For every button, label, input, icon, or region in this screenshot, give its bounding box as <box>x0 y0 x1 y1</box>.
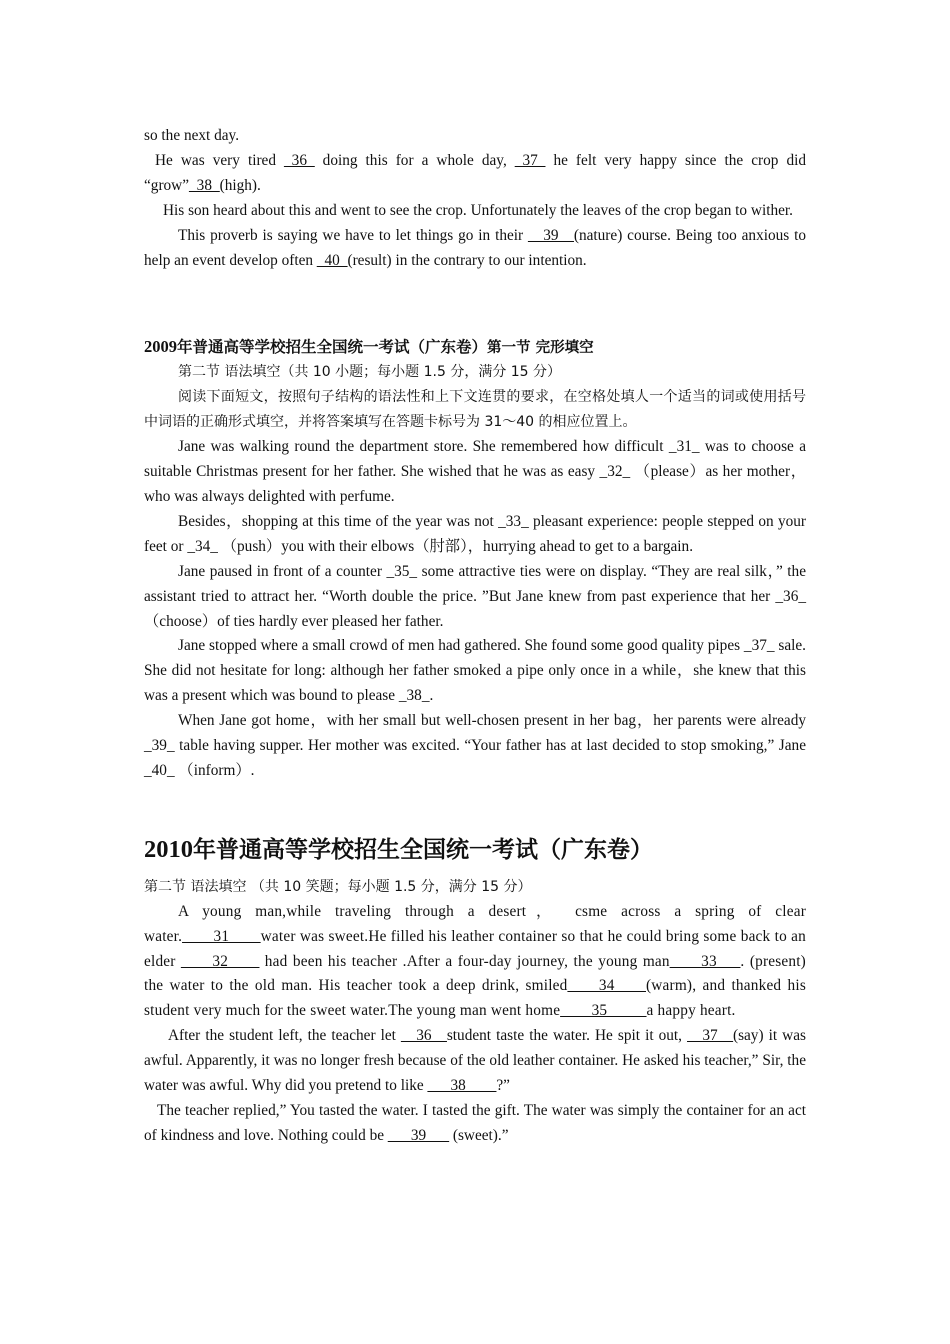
blank-37: __37__ <box>687 1027 733 1045</box>
blank-36: __36__ <box>400 1027 447 1045</box>
text-run: (say) it was awful. Apparently, it was no longer fresh because of the old leather container. He asked his teacher,” Sir, the water was awful. Why did you pretend to like <box>144 1027 806 1095</box>
heading-year: 2009 <box>144 337 177 357</box>
section-2010-heading <box>144 833 806 867</box>
text-run: doing this for a whole day, <box>314 151 515 169</box>
text-run: ?” <box>496 1077 510 1095</box>
text-run: (nature) course. Being too anxious to help an event develop often <box>144 226 806 269</box>
text-run: . (present) the water to the old man. His teacher took a deep drink, smiled <box>144 952 806 995</box>
section-2010-para1 <box>144 900 806 1025</box>
text-run: He was very tired <box>155 151 285 169</box>
text-run: he felt very happy since the crop did “grow” <box>144 151 806 194</box>
blank-34: ____34____ <box>567 977 646 995</box>
heading-text: 年普通高等学校招生全国统一考试（广东卷） <box>177 338 488 357</box>
section-2009-heading <box>144 335 806 360</box>
section-2009-instructions: 阅读下面短文，按照句子结构的语法性和上下文连贯的要求，在空格处填人一个适当的词或使用括号中词语的正确形式填空，并将答案填写在答题卡标号为 31～40 的相应位置上。 <box>144 389 806 431</box>
section-2010-para2 <box>144 1024 806 1099</box>
heading-tail: 第一节 完形填空 <box>487 340 594 357</box>
blank-40: _40_ <box>316 251 348 269</box>
section-2010-para3 <box>144 1099 806 1149</box>
blank-39: ___39___ <box>387 1126 450 1144</box>
section-2009-subheading: 第二节 语法填空（共 10 小题；每小题 1.5 分，满分 15 分） <box>178 364 562 381</box>
heading-year: 2010 <box>144 835 193 863</box>
text-run: The teacher replied,” You tasted the water. I tasted the gift. The water was simply the container for an act of kindness and love. Nothing could be <box>144 1102 806 1144</box>
heading-text: 年普通高等学校招生全国统一考试（广东卷） <box>193 836 653 863</box>
text-run: (warm), and thanked his student very much for the sweet water.The young man went home <box>144 977 806 1020</box>
passage1-para2: His son heard about this and went to see the crop. Unfortunately the leaves of the crop began to wither. <box>163 201 793 219</box>
section-2009-para3: Jane paused in front of a counter _35_ some attractive ties were on display. “They are real silk，” the assistant tried to attract her. “Worth double the price. ”But Jane knew from past experience that her _36_ （choose）of ties hardly ever pleased her father. <box>144 562 806 630</box>
blank-38: ___38____ <box>427 1077 497 1095</box>
text-run: student taste the water. He spit it out, <box>446 1027 688 1045</box>
section-2009-para2: Besides，shopping at this time of the year was not _33_ pleasant experience: people stepped on your feet or _34_ （push）you with their elbows（肘部），hurrying ahead to get to a bargain. <box>144 512 806 555</box>
blank-32: ____32____ <box>180 952 260 970</box>
blank-31: ____31____ <box>182 927 261 945</box>
text-run: (high). <box>219 176 261 194</box>
text-run: After the student left, the teacher let <box>168 1027 401 1045</box>
blank-37: _37_ <box>514 151 546 169</box>
blank-36: _36_ <box>284 151 315 169</box>
text-run: water was sweet.He filled his leather container so that he could bring some back to an elder <box>144 927 806 970</box>
text-run: (result) in the contrary to our intention. <box>347 251 587 269</box>
text-run: had been his teacher .After a four-day journey, the young man <box>259 952 670 970</box>
passage1-para3 <box>144 224 806 274</box>
passage1-para1 <box>144 149 806 199</box>
blank-35: ____35_____ <box>560 1002 647 1020</box>
section-2009-para1: Jane was walking round the department store. She remembered how difficult _31_ was to choose a suitable Christmas present for her father. She wished that he was as easy _32_ （please）as her mother，who was always delighted with perfume. <box>144 438 806 505</box>
text-run: a happy heart. <box>646 1002 736 1020</box>
passage1-para0: so the next day. <box>144 127 240 144</box>
blank-33: ____33___ <box>669 952 741 970</box>
blank-39: __39__ <box>527 226 574 244</box>
text-run: This proverb is saying we have to let things go in their <box>178 226 528 244</box>
blank-38: _38_ <box>189 176 220 194</box>
document-page <box>144 124 806 1149</box>
text-run: (sweet).” <box>449 1126 509 1144</box>
text-run: A young man,while traveling through a desert， csme across a spring of clear water. <box>144 902 806 945</box>
section-2010-subheading: 第二节 语法填空 （共 10 笑题；每小题 1.5 分，满分 15 分） <box>144 878 532 895</box>
section-2009-para5: When Jane got home，with her small but well-chosen present in her bag，her parents were already _39_ table having supper. Her mother was excited. “Your father has at last decided to stop smoking,” Jane _40_ （inform）. <box>144 712 806 779</box>
section-2009-para4: Jane stopped where a small crowd of men had gathered. She found some good quality pipes _37_ sale. She did not hesitate for long: although her father smoked a pipe only once in a while，she knew that this was a present which was bound to please _38_. <box>144 637 806 705</box>
